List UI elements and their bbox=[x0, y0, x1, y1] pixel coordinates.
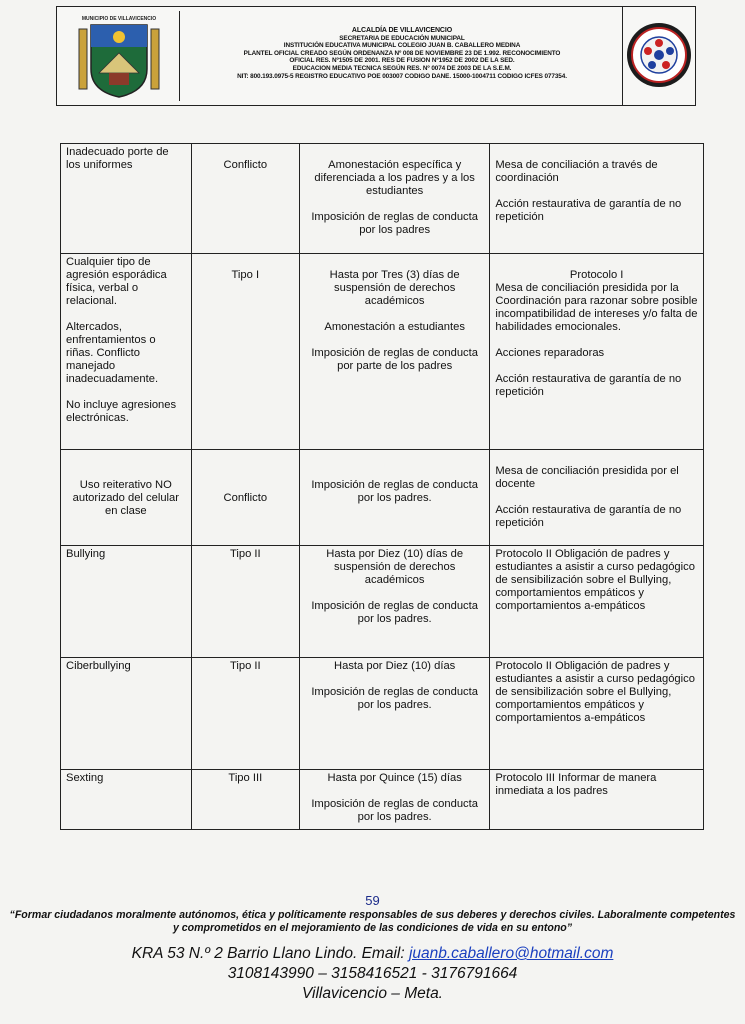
table-row bbox=[61, 658, 704, 770]
cell-text: Bullying bbox=[66, 548, 106, 560]
school-logo bbox=[622, 7, 695, 105]
table-row bbox=[61, 254, 704, 450]
cell-text: Acción restaurativa de garantía de no repetición bbox=[495, 373, 682, 398]
cell-text: Ciberbullying bbox=[66, 660, 131, 672]
cell-text: Imposición de reglas de conducta por los padres. bbox=[311, 600, 478, 625]
cell-text: Imposición de reglas de conducta por los padres. bbox=[311, 479, 478, 504]
cell-text: Mesa de conciliación presidida por el docente bbox=[495, 465, 679, 490]
municipality-shield-icon bbox=[69, 13, 169, 99]
measures-cell bbox=[299, 546, 489, 658]
measures-cell bbox=[299, 254, 489, 450]
situation-cell bbox=[61, 254, 192, 450]
situation-cell bbox=[61, 546, 192, 658]
document-header bbox=[56, 6, 696, 106]
cell-text: Imposición de reglas de conducta por los padres. bbox=[311, 686, 478, 711]
email-link[interactable]: juanb.caballero@hotmail.com bbox=[408, 945, 614, 962]
protocol-cell bbox=[490, 254, 704, 450]
measures-cell bbox=[299, 450, 489, 546]
table-row bbox=[61, 450, 704, 546]
cell-text: Acciones reparadoras bbox=[495, 347, 605, 359]
conduct-table bbox=[60, 143, 704, 830]
cell-text: Protocolo III Informar de manera inmediata a los padres bbox=[495, 772, 657, 797]
cell-text: Inadecuado porte de los uniformes bbox=[66, 146, 169, 171]
cell-text: Mesa de conciliación presidida por la Coordinación para razonar sobre posible incompatibilidad de intereses y/o falta de habilidades emocionales. bbox=[495, 282, 698, 333]
header-line-7: NIT: 800.193.0975-5 REGISTRO EDUCATIVO POE 003007 CODIGO DANE. 15000-1004711 CODIGO ICFES 077354. bbox=[237, 72, 567, 80]
type-cell bbox=[191, 254, 299, 450]
cell-text: Protocolo II Obligación de padres y estudiantes a asistir a curso pedagógico de sensibilización sobre el Bullying, comportamientos empáticos y comportamientos a-empáticos bbox=[495, 548, 695, 612]
situation-cell bbox=[61, 770, 192, 830]
cell-text: Mesa de conciliación a través de coordinación bbox=[495, 159, 658, 184]
header-line-4: PLANTEL OFICIAL CREADO SEGÚN ORDENANZA Nº 008 DE NOVIEMBRE 23 DE 1.992. RECONOCIMIENTO bbox=[243, 49, 561, 57]
protocol-cell bbox=[490, 546, 704, 658]
cell-text: Tipo II bbox=[229, 548, 261, 560]
cell-text: Cualquier tipo de agresión esporádica física, verbal o relacional. bbox=[66, 256, 167, 307]
cell-text: Conflicto bbox=[223, 159, 268, 171]
header-line-6: EDUCACION MEDIA TECNICA SEGÚN RES. Nº 0074 DE 2003 DE LA S.E.M. bbox=[292, 64, 512, 72]
type-cell bbox=[191, 144, 299, 254]
cell-text: Tipo III bbox=[228, 772, 263, 784]
header-line-1: ALCALDÍA DE VILLAVICENCIO bbox=[351, 27, 453, 34]
table-row bbox=[61, 770, 704, 830]
situation-cell bbox=[61, 658, 192, 770]
measures-cell bbox=[299, 658, 489, 770]
protocol-title: Protocolo I bbox=[569, 269, 624, 281]
cell-text: Tipo I bbox=[231, 269, 260, 281]
situation-cell bbox=[61, 450, 192, 546]
header-text bbox=[183, 27, 621, 80]
table-row bbox=[61, 144, 704, 254]
cell-text: Acción restaurativa de garantía de no repetición bbox=[495, 504, 682, 529]
municipality-logo bbox=[61, 11, 180, 101]
type-cell bbox=[191, 546, 299, 658]
protocol-cell bbox=[490, 770, 704, 830]
situation-cell bbox=[61, 144, 192, 254]
type-cell bbox=[191, 658, 299, 770]
cell-text: Conflicto bbox=[223, 492, 268, 504]
cell-text: Sexting bbox=[66, 772, 104, 784]
address-text: KRA 53 N.º 2 Barrio Llano Lindo. Email: bbox=[131, 945, 409, 962]
cell-text: Imposición de reglas de conducta por los padres. bbox=[311, 798, 478, 823]
cell-text: Tipo II bbox=[229, 660, 261, 672]
cell-text: Hasta por Quince (15) días bbox=[327, 772, 462, 784]
phones-line: 3108143990 – 3158416521 - 3176791664 bbox=[227, 965, 518, 982]
contact-info bbox=[0, 944, 745, 1004]
cell-text: Hasta por Diez (10) días bbox=[334, 660, 456, 672]
measures-cell bbox=[299, 770, 489, 830]
measures-cell bbox=[299, 144, 489, 254]
cell-text: Imposición de reglas de conducta por parte de los padres bbox=[311, 347, 478, 372]
protocol-cell bbox=[490, 450, 704, 546]
header-line-5: OFICIAL RES. Nº1505 DE 2001. RES DE FUSION Nº1952 DE 2002 DE LA SED. bbox=[289, 57, 515, 65]
page-number: 59 bbox=[365, 893, 380, 908]
cell-text: Hasta por Tres (3) días de suspensión de derechos académicos bbox=[329, 269, 460, 307]
cell-text: Hasta por Diez (10) días de suspensión de derechos académicos bbox=[326, 548, 464, 586]
protocol-cell bbox=[490, 144, 704, 254]
header-line-2: SECRETARIA DE EDUCACIÓN MUNICIPAL bbox=[339, 34, 465, 42]
type-cell bbox=[191, 770, 299, 830]
cell-text: Amonestación específica y diferenciada a los padres y a los estudiantes bbox=[314, 159, 475, 197]
cell-text: Uso reiterativo NO autorizado del celular en clase bbox=[72, 479, 179, 517]
cell-text: Imposición de reglas de conducta por los padres bbox=[311, 211, 478, 236]
cell-text: Acción restaurativa de garantía de no repetición bbox=[495, 198, 682, 223]
cell-text: Protocolo II Obligación de padres y estudiantes a asistir a curso pedagógico de sensibilización sobre el Bullying, comportamientos empáticos y comportamientos a-empáticos bbox=[495, 660, 695, 724]
cell-text: No incluye agresiones electrónicas. bbox=[66, 399, 177, 424]
city-line: Villavicencio – Meta. bbox=[301, 985, 443, 1002]
type-cell bbox=[191, 450, 299, 546]
logo-caption: MUNICIPIO DE VILLAVICENCIO bbox=[81, 16, 157, 22]
protocol-cell bbox=[490, 658, 704, 770]
address-line bbox=[0, 944, 745, 964]
institution-motto: “Formar ciudadanos moralmente autónomos, ética y políticamente responsables de sus deberes y derechos civiles. Laboralmente competentes y comprometidos en el mejoramiento de las condiciones de vida en su entono” bbox=[9, 909, 736, 934]
table-row bbox=[61, 546, 704, 658]
school-seal-icon bbox=[625, 19, 693, 91]
cell-text: Altercados, enfrentamientos o riñas. Conflicto manejado inadecuadamente. bbox=[66, 321, 159, 385]
header-line-3: INSTITUCIÓN EDUCATIVA MUNICIPAL COLEGIO JUAN B. CABALLERO MEDINA bbox=[283, 42, 521, 50]
cell-text: Amonestación a estudiantes bbox=[324, 321, 465, 333]
